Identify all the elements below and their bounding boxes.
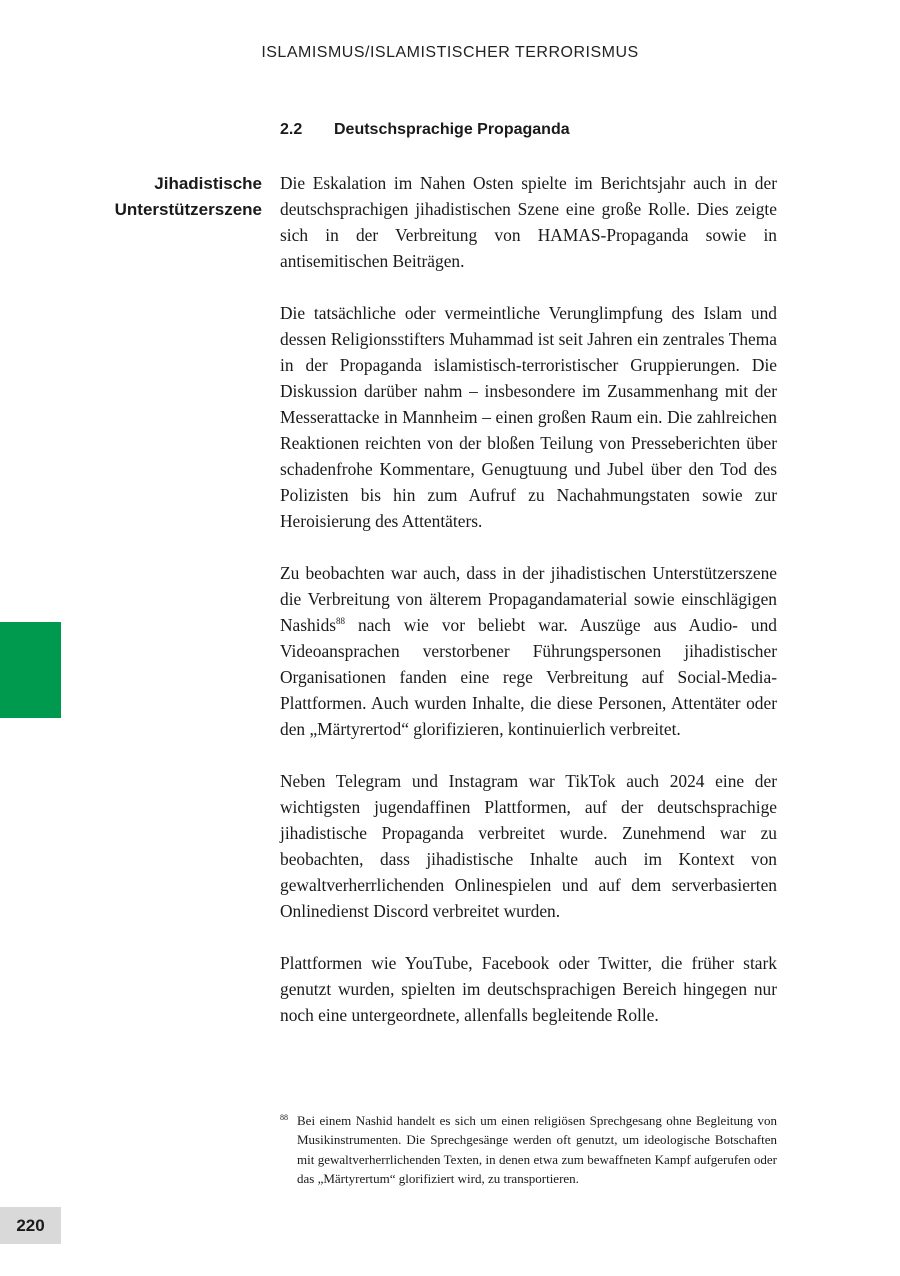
paragraph-5: Plattformen wie YouTube, Facebook oder Twitter, die früher stark genutzt wurden, spielten im deutschsprachigen Bereich hingegen nur noch eine untergeordnete, allenfalls begleitende Rolle. bbox=[280, 953, 777, 1025]
chapter-color-tab bbox=[0, 622, 61, 718]
running-header: ISLAMISMUS/ISLAMISTISCHER TERRORISMUS bbox=[261, 44, 639, 61]
footnote-mark: 88 bbox=[280, 1113, 288, 1122]
paragraph-3-part-1: Zu beobachten war auch, dass in der jihadistischen Unterstützerszene die Verbreitung von älterem Propagandamaterial sowie einschlägigen Nashids bbox=[280, 563, 777, 635]
section-heading bbox=[280, 121, 570, 139]
section-number: 2.2 bbox=[280, 121, 303, 138]
paragraph-1: Die Eskalation im Nahen Osten spielte im Berichtsjahr auch in der deutschsprachigen jihadistischen Szene eine große Rolle. Dies zeigte sich in der Verbreitung von HAMAS-Propaganda sowie in antisemitischen Beiträgen. bbox=[280, 173, 777, 271]
paragraph-2: Die tatsächliche oder vermeintliche Verunglimpfung des Islam und dessen Religionsstifters Muhammad ist seit Jahren ein zentrales Thema in der Propaganda islamistisch-terroristischer Gruppierungen. Die Diskussion darüber nahm – insbesondere im Zusammenhang mit der Messerattacke in Mannheim – einen großen Raum ein. Die zahlreichen Reaktionen reichten von der bloßen Teilung von Presseberichten über schadenfrohe Kommentare, Genugtuung und Jubel über den Tod des Polizisten bis hin zum Aufruf zu Nachahmungstaten sowie zur Heroisierung des Attentäters. bbox=[280, 303, 777, 531]
footnote bbox=[280, 1111, 777, 1189]
section-title: Deutschsprachige Propaganda bbox=[334, 121, 570, 138]
margin-label-line-2: Unterstützerszene bbox=[114, 200, 262, 219]
page-number: 220 bbox=[0, 1207, 61, 1244]
paragraph-4: Neben Telegram und Instagram war TikTok auch 2024 eine der wichtigsten jugendaffinen Plattformen, auf der deutschsprachige jihadistische Propaganda verbreitet wurde. Zunehmend war zu beobachten, dass jihadistische Inhalte auch im Kontext von gewaltverherrlichenden Onlinespielen und auf dem serverbasierten Onlinedienst Discord verbreitet wurden. bbox=[280, 771, 777, 921]
paragraph-3-part-2: nach wie vor beliebt war. Auszüge aus Audio- und Videoansprachen verstorbener Führungspersonen jihadistischer Organisationen fanden eine rege Verbreitung auf Social-Media-Plattformen. Auch wurden Inhalte, die diese Personen, Attentäter oder den „Märtyrertod“ glorifizieren, kontinuierlich verbreitet. bbox=[280, 615, 777, 739]
margin-label-line-1: Jihadistische bbox=[154, 174, 262, 193]
paragraph-3 bbox=[280, 560, 777, 742]
footnote-reference[interactable]: 88 bbox=[336, 616, 346, 627]
margin-label bbox=[60, 171, 262, 223]
footnote-text: Bei einem Nashid handelt es sich um einen religiösen Sprechgesang ohne Begleitung von Musikinstrumenten. Die Sprechgesänge werden oft genutzt, um ideologische Botschaften mit gewaltverherrlichenden Texten, in denen etwa zum bewaffneten Kampf aufgerufen oder das „Märtyrertum“ glorifiziert wird, zu transportieren. bbox=[297, 1113, 777, 1187]
body-text bbox=[280, 170, 777, 1054]
